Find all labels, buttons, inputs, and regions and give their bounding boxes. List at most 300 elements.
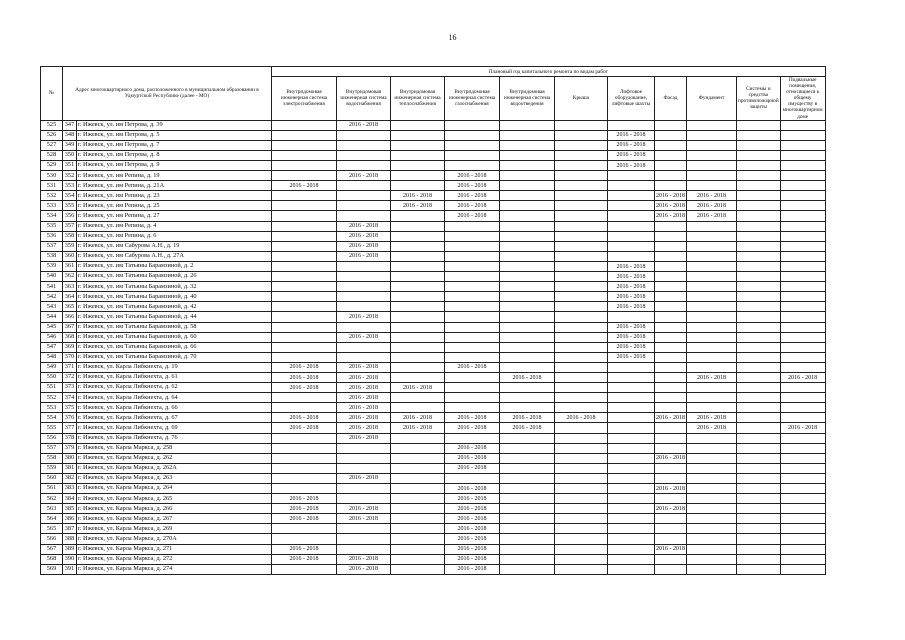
row-number: 553 xyxy=(41,403,63,413)
repair-year-cell xyxy=(780,524,825,534)
repair-year-cell xyxy=(737,241,781,251)
row-address: г. Ижевск, ул. им Петрова, д. 7 xyxy=(77,140,272,150)
repair-year-cell xyxy=(500,322,555,332)
repair-year-cell xyxy=(500,554,555,564)
row-mo-number: 351 xyxy=(63,161,77,171)
repair-year-cell xyxy=(391,171,445,181)
table-row xyxy=(41,130,826,140)
repair-year-cell: 2016 - 2018 xyxy=(687,211,737,221)
repair-year-cell xyxy=(780,161,825,171)
row-mo-number: 350 xyxy=(63,150,77,160)
repair-year-cell xyxy=(555,544,608,554)
repair-year-cell xyxy=(655,393,687,403)
repair-year-cell: 2016 - 2018 xyxy=(337,383,391,393)
row-number: 539 xyxy=(41,261,63,271)
repair-year-cell xyxy=(555,231,608,241)
repair-year-cell xyxy=(272,433,337,443)
row-mo-number: 377 xyxy=(63,423,77,433)
repair-year-cell xyxy=(655,514,687,524)
table-row xyxy=(41,322,826,332)
row-address: г. Ижевск, ул. им Татьяны Барамзиной, д. 42 xyxy=(77,302,272,312)
repair-year-cell: 2016 - 2018 xyxy=(445,211,500,221)
row-number: 552 xyxy=(41,393,63,403)
repair-year-cell xyxy=(655,524,687,534)
repair-year-cell xyxy=(780,181,825,191)
repair-year-cell xyxy=(780,554,825,564)
row-number: 569 xyxy=(41,564,63,574)
repair-year-cell xyxy=(737,383,781,393)
row-mo-number: 386 xyxy=(63,514,77,524)
repair-year-cell xyxy=(655,362,687,372)
repair-year-cell: 2016 - 2018 xyxy=(445,423,500,433)
repair-year-cell xyxy=(608,484,655,494)
repair-year-cell xyxy=(391,302,445,312)
repair-year-cell xyxy=(445,332,500,342)
header-work-type: Внутридомовая инженерная система газоснабжения xyxy=(445,77,500,121)
repair-year-cell xyxy=(608,362,655,372)
row-mo-number: 389 xyxy=(63,544,77,554)
repair-year-cell: 2016 - 2018 xyxy=(655,504,687,514)
repair-year-cell: 2016 - 2018 xyxy=(337,362,391,372)
repair-year-cell xyxy=(780,413,825,423)
repair-year-cell xyxy=(500,302,555,312)
row-number: 563 xyxy=(41,504,63,514)
repair-year-cell xyxy=(272,534,337,544)
repair-year-cell xyxy=(737,564,781,574)
repair-year-cell xyxy=(555,292,608,302)
repair-year-cell xyxy=(272,473,337,483)
repair-year-cell xyxy=(687,171,737,181)
repair-year-cell xyxy=(608,534,655,544)
repair-year-cell: 2016 - 2018 xyxy=(445,484,500,494)
repair-year-cell xyxy=(445,393,500,403)
header-work-type: Внутридомовая инженерная система водоотведения xyxy=(500,77,555,121)
repair-year-cell xyxy=(391,453,445,463)
row-number: 528 xyxy=(41,150,63,160)
repair-year-cell xyxy=(555,221,608,231)
row-number: 535 xyxy=(41,221,63,231)
header-number: № xyxy=(41,67,63,121)
table-row xyxy=(41,514,826,524)
repair-year-cell xyxy=(737,292,781,302)
row-mo-number: 387 xyxy=(63,524,77,534)
row-address: г. Ижевск, ул. им Татьяны Барамзиной, д. 26 xyxy=(77,272,272,282)
repair-year-cell xyxy=(555,534,608,544)
repair-year-cell xyxy=(737,544,781,554)
row-number: 558 xyxy=(41,453,63,463)
table-row xyxy=(41,191,826,201)
row-number: 560 xyxy=(41,473,63,483)
repair-year-cell xyxy=(445,272,500,282)
row-mo-number: 369 xyxy=(63,342,77,352)
row-address: г. Ижевск, ул. Карла Маркса, д. 262А xyxy=(77,463,272,473)
row-number: 566 xyxy=(41,534,63,544)
repair-year-cell xyxy=(500,120,555,130)
repair-year-cell xyxy=(737,130,781,140)
repair-year-cell xyxy=(687,362,737,372)
row-address: г. Ижевск, ул. им Репина, д. 19 xyxy=(77,171,272,181)
table-row xyxy=(41,554,826,564)
repair-year-cell: 2016 - 2018 xyxy=(445,171,500,181)
repair-year-cell xyxy=(272,161,337,171)
repair-year-cell xyxy=(737,393,781,403)
repair-year-cell xyxy=(687,443,737,453)
repair-year-cell xyxy=(655,534,687,544)
repair-year-cell xyxy=(272,403,337,413)
repair-year-cell xyxy=(655,494,687,504)
row-mo-number: 371 xyxy=(63,362,77,372)
repair-year-cell xyxy=(555,372,608,382)
row-number: 538 xyxy=(41,251,63,261)
repair-year-cell: 2016 - 2018 xyxy=(272,362,337,372)
repair-year-cell xyxy=(337,544,391,554)
repair-year-cell: 2016 - 2018 xyxy=(445,564,500,574)
repair-year-cell xyxy=(391,342,445,352)
repair-year-cell xyxy=(337,352,391,362)
repair-year-cell xyxy=(687,221,737,231)
repair-year-cell xyxy=(391,322,445,332)
row-mo-number: 388 xyxy=(63,534,77,544)
repair-year-cell xyxy=(687,140,737,150)
repair-year-cell: 2016 - 2018 xyxy=(337,332,391,342)
repair-year-cell: 2016 - 2018 xyxy=(272,514,337,524)
repair-year-cell xyxy=(500,544,555,554)
repair-year-cell xyxy=(687,312,737,322)
repair-year-cell xyxy=(555,322,608,332)
repair-year-cell xyxy=(780,322,825,332)
repair-year-cell: 2016 - 2018 xyxy=(337,231,391,241)
row-number: 559 xyxy=(41,463,63,473)
header-work-type: Внутридомовая инженерная система водоснабжения xyxy=(337,77,391,121)
row-number: 537 xyxy=(41,241,63,251)
repair-year-cell xyxy=(391,544,445,554)
row-mo-number: 382 xyxy=(63,473,77,483)
repair-year-cell xyxy=(272,251,337,261)
repair-year-cell: 2016 - 2018 xyxy=(445,524,500,534)
repair-year-cell: 2016 - 2018 xyxy=(780,423,825,433)
repair-year-cell xyxy=(655,383,687,393)
row-mo-number: 359 xyxy=(63,241,77,251)
repair-year-cell xyxy=(608,413,655,423)
table-row xyxy=(41,211,826,221)
repair-year-cell: 2016 - 2018 xyxy=(500,423,555,433)
repair-year-cell xyxy=(272,191,337,201)
repair-year-cell xyxy=(780,494,825,504)
repair-year-cell: 2016 - 2018 xyxy=(337,251,391,261)
repair-year-cell xyxy=(391,463,445,473)
repair-year-cell: 2016 - 2018 xyxy=(608,342,655,352)
repair-year-cell xyxy=(608,372,655,382)
repair-year-cell xyxy=(780,261,825,271)
repair-year-cell xyxy=(272,352,337,362)
repair-year-cell xyxy=(780,534,825,544)
repair-year-cell xyxy=(608,181,655,191)
repair-year-cell xyxy=(272,564,337,574)
row-number: 557 xyxy=(41,443,63,453)
repair-year-cell xyxy=(737,211,781,221)
repair-year-cell xyxy=(337,534,391,544)
repair-year-cell xyxy=(608,463,655,473)
table-row xyxy=(41,342,826,352)
repair-year-cell: 2016 - 2018 xyxy=(687,413,737,423)
repair-year-cell xyxy=(337,484,391,494)
row-address: г. Ижевск, ул. им Петрова, д. 8 xyxy=(77,150,272,160)
repair-year-cell xyxy=(500,383,555,393)
repair-year-cell xyxy=(555,473,608,483)
row-mo-number: 347 xyxy=(63,120,77,130)
repair-year-cell xyxy=(737,181,781,191)
table-row xyxy=(41,231,826,241)
repair-year-cell xyxy=(687,272,737,282)
repair-year-cell xyxy=(500,261,555,271)
repair-year-cell xyxy=(780,332,825,342)
repair-year-cell xyxy=(608,453,655,463)
repair-year-cell xyxy=(780,150,825,160)
repair-year-cell xyxy=(737,150,781,160)
repair-year-cell xyxy=(555,352,608,362)
repair-year-cell xyxy=(687,352,737,362)
repair-year-cell xyxy=(737,463,781,473)
repair-year-cell xyxy=(272,282,337,292)
row-number: 554 xyxy=(41,413,63,423)
repair-year-cell xyxy=(780,171,825,181)
repair-year-cell xyxy=(780,231,825,241)
repair-year-cell xyxy=(445,282,500,292)
repair-year-cell xyxy=(780,403,825,413)
repair-year-cell xyxy=(737,433,781,443)
table-row xyxy=(41,292,826,302)
row-address: г. Ижевск, ул. им Сабурова А.Н., д. 19 xyxy=(77,241,272,251)
repair-year-cell xyxy=(272,484,337,494)
repair-year-cell xyxy=(445,352,500,362)
table-row xyxy=(41,150,826,160)
repair-year-cell xyxy=(500,201,555,211)
repair-year-cell xyxy=(445,292,500,302)
repair-year-cell xyxy=(337,161,391,171)
repair-year-cell: 2016 - 2018 xyxy=(655,191,687,201)
repair-year-cell xyxy=(391,292,445,302)
table-row xyxy=(41,473,826,483)
repair-year-cell xyxy=(687,393,737,403)
header-work-type: Подвальные помещения, относящиеся к общему имуществу в многоквартирном доме xyxy=(780,77,825,121)
row-address: г. Ижевск, ул. Карла Маркса, д. 274 xyxy=(77,564,272,574)
table-header xyxy=(41,67,826,121)
repair-year-cell xyxy=(687,282,737,292)
repair-year-cell xyxy=(555,191,608,201)
repair-year-cell xyxy=(555,201,608,211)
repair-year-cell xyxy=(655,463,687,473)
row-mo-number: 358 xyxy=(63,231,77,241)
table-row xyxy=(41,484,826,494)
repair-year-cell: 2016 - 2018 xyxy=(337,554,391,564)
repair-year-cell xyxy=(608,473,655,483)
capital-repair-table xyxy=(40,66,826,575)
repair-year-cell xyxy=(391,514,445,524)
repair-year-cell: 2016 - 2018 xyxy=(445,201,500,211)
repair-year-cell xyxy=(445,231,500,241)
repair-year-cell: 2016 - 2018 xyxy=(337,504,391,514)
repair-year-cell xyxy=(500,251,555,261)
repair-year-cell xyxy=(500,433,555,443)
repair-year-cell xyxy=(655,150,687,160)
repair-year-cell xyxy=(500,564,555,574)
repair-year-cell xyxy=(555,362,608,372)
repair-year-cell xyxy=(272,201,337,211)
repair-year-cell xyxy=(272,302,337,312)
row-mo-number: 390 xyxy=(63,554,77,564)
repair-year-cell xyxy=(655,241,687,251)
repair-year-cell xyxy=(391,140,445,150)
repair-year-cell xyxy=(555,453,608,463)
repair-year-cell xyxy=(737,443,781,453)
repair-year-cell xyxy=(687,322,737,332)
repair-year-cell xyxy=(737,120,781,130)
repair-year-cell: 2016 - 2018 xyxy=(337,312,391,322)
repair-year-cell: 2016 - 2018 xyxy=(272,383,337,393)
repair-year-cell xyxy=(555,342,608,352)
header-address: Адрес многоквартирного дома, расположенного в муниципальном образовании в Удмуртской Республике (далее - МО) xyxy=(63,67,272,121)
repair-year-cell xyxy=(500,362,555,372)
row-address: г. Ижевск, ул. Карла Либкнехта, д. 64 xyxy=(77,393,272,403)
repair-year-cell: 2016 - 2018 xyxy=(445,463,500,473)
row-address: г. Ижевск, ул. им Татьяны Барамзиной, д. 66 xyxy=(77,342,272,352)
repair-year-cell xyxy=(608,554,655,564)
table-row xyxy=(41,302,826,312)
repair-year-cell xyxy=(391,484,445,494)
repair-year-cell xyxy=(337,322,391,332)
row-number: 561 xyxy=(41,484,63,494)
repair-year-cell: 2016 - 2018 xyxy=(608,161,655,171)
repair-year-cell: 2016 - 2018 xyxy=(337,564,391,574)
repair-year-cell xyxy=(608,564,655,574)
row-address: г. Ижевск, ул. Карла Маркса, д. 267 xyxy=(77,514,272,524)
row-mo-number: 353 xyxy=(63,181,77,191)
row-address: г. Ижевск, ул. Карла Маркса, д. 262 xyxy=(77,453,272,463)
repair-year-cell xyxy=(687,463,737,473)
repair-year-cell xyxy=(687,504,737,514)
row-address: г. Ижевск, ул. им Репина, д. 25 xyxy=(77,201,272,211)
repair-year-cell: 2016 - 2018 xyxy=(445,504,500,514)
repair-year-cell: 2016 - 2018 xyxy=(337,241,391,251)
repair-year-cell xyxy=(655,564,687,574)
repair-year-cell xyxy=(555,403,608,413)
repair-year-cell xyxy=(555,161,608,171)
repair-year-cell xyxy=(608,211,655,221)
repair-year-cell xyxy=(737,191,781,201)
repair-year-cell xyxy=(655,554,687,564)
repair-year-cell xyxy=(445,302,500,312)
repair-year-cell: 2016 - 2018 xyxy=(272,181,337,191)
repair-year-cell xyxy=(272,241,337,251)
repair-year-cell xyxy=(391,393,445,403)
repair-year-cell xyxy=(737,504,781,514)
repair-year-cell xyxy=(391,352,445,362)
row-mo-number: 368 xyxy=(63,332,77,342)
row-address: г. Ижевск, ул. им Татьяны Барамзиной, д. 60 xyxy=(77,332,272,342)
row-mo-number: 378 xyxy=(63,433,77,443)
repair-year-cell: 2016 - 2018 xyxy=(272,504,337,514)
table-row xyxy=(41,312,826,322)
repair-year-cell xyxy=(780,484,825,494)
row-address: г. Ижевск, ул. им Петрова, д. 39 xyxy=(77,120,272,130)
repair-year-cell xyxy=(555,181,608,191)
repair-year-cell xyxy=(687,251,737,261)
repair-year-cell: 2016 - 2018 xyxy=(391,413,445,423)
repair-year-cell xyxy=(655,181,687,191)
row-mo-number: 379 xyxy=(63,443,77,453)
repair-year-cell xyxy=(445,120,500,130)
row-number: 551 xyxy=(41,383,63,393)
repair-year-cell xyxy=(737,231,781,241)
repair-year-cell xyxy=(780,352,825,362)
repair-year-cell: 2016 - 2018 xyxy=(608,302,655,312)
repair-year-cell xyxy=(687,150,737,160)
repair-year-cell xyxy=(500,393,555,403)
repair-year-cell xyxy=(737,282,781,292)
row-number: 525 xyxy=(41,120,63,130)
repair-year-cell xyxy=(555,463,608,473)
repair-year-cell xyxy=(780,504,825,514)
repair-year-cell xyxy=(655,171,687,181)
repair-year-cell xyxy=(500,342,555,352)
repair-year-cell xyxy=(500,282,555,292)
row-number: 548 xyxy=(41,352,63,362)
repair-year-cell xyxy=(687,130,737,140)
repair-year-cell xyxy=(655,443,687,453)
row-number: 530 xyxy=(41,171,63,181)
row-number: 534 xyxy=(41,211,63,221)
repair-year-cell: 2016 - 2018 xyxy=(687,372,737,382)
repair-year-cell: 2016 - 2018 xyxy=(337,372,391,382)
repair-year-cell xyxy=(500,332,555,342)
repair-year-cell: 2016 - 2018 xyxy=(272,494,337,504)
repair-year-cell xyxy=(555,423,608,433)
row-mo-number: 364 xyxy=(63,292,77,302)
row-number: 568 xyxy=(41,554,63,564)
repair-year-cell xyxy=(337,453,391,463)
repair-year-cell xyxy=(655,282,687,292)
row-address: г. Ижевск, ул. Карла Либкнехта, д. 66 xyxy=(77,403,272,413)
repair-year-cell xyxy=(737,201,781,211)
repair-year-cell xyxy=(780,211,825,221)
repair-year-cell: 2016 - 2018 xyxy=(391,191,445,201)
repair-year-cell xyxy=(445,241,500,251)
row-number: 529 xyxy=(41,161,63,171)
repair-year-cell xyxy=(687,261,737,271)
repair-year-cell xyxy=(500,484,555,494)
repair-year-cell xyxy=(655,140,687,150)
capital-repair-table-container xyxy=(40,66,826,575)
repair-year-cell xyxy=(555,282,608,292)
repair-year-cell: 2016 - 2018 xyxy=(445,413,500,423)
repair-year-cell xyxy=(337,494,391,504)
repair-year-cell xyxy=(655,322,687,332)
repair-year-cell xyxy=(391,564,445,574)
row-mo-number: 365 xyxy=(63,302,77,312)
row-mo-number: 375 xyxy=(63,403,77,413)
repair-year-cell xyxy=(608,120,655,130)
row-number: 531 xyxy=(41,181,63,191)
repair-year-cell xyxy=(608,443,655,453)
repair-year-cell xyxy=(272,140,337,150)
repair-year-cell xyxy=(337,181,391,191)
row-address: г. Ижевск, ул. Карла Маркса, д. 258 xyxy=(77,443,272,453)
repair-year-cell: 2016 - 2018 xyxy=(655,201,687,211)
repair-year-cell: 2016 - 2018 xyxy=(445,181,500,191)
repair-year-cell xyxy=(687,484,737,494)
row-address: г. Ижевск, ул. им Репина, д. 23 xyxy=(77,191,272,201)
header-work-type: Системы и средства противопожарной защиты xyxy=(737,77,781,121)
